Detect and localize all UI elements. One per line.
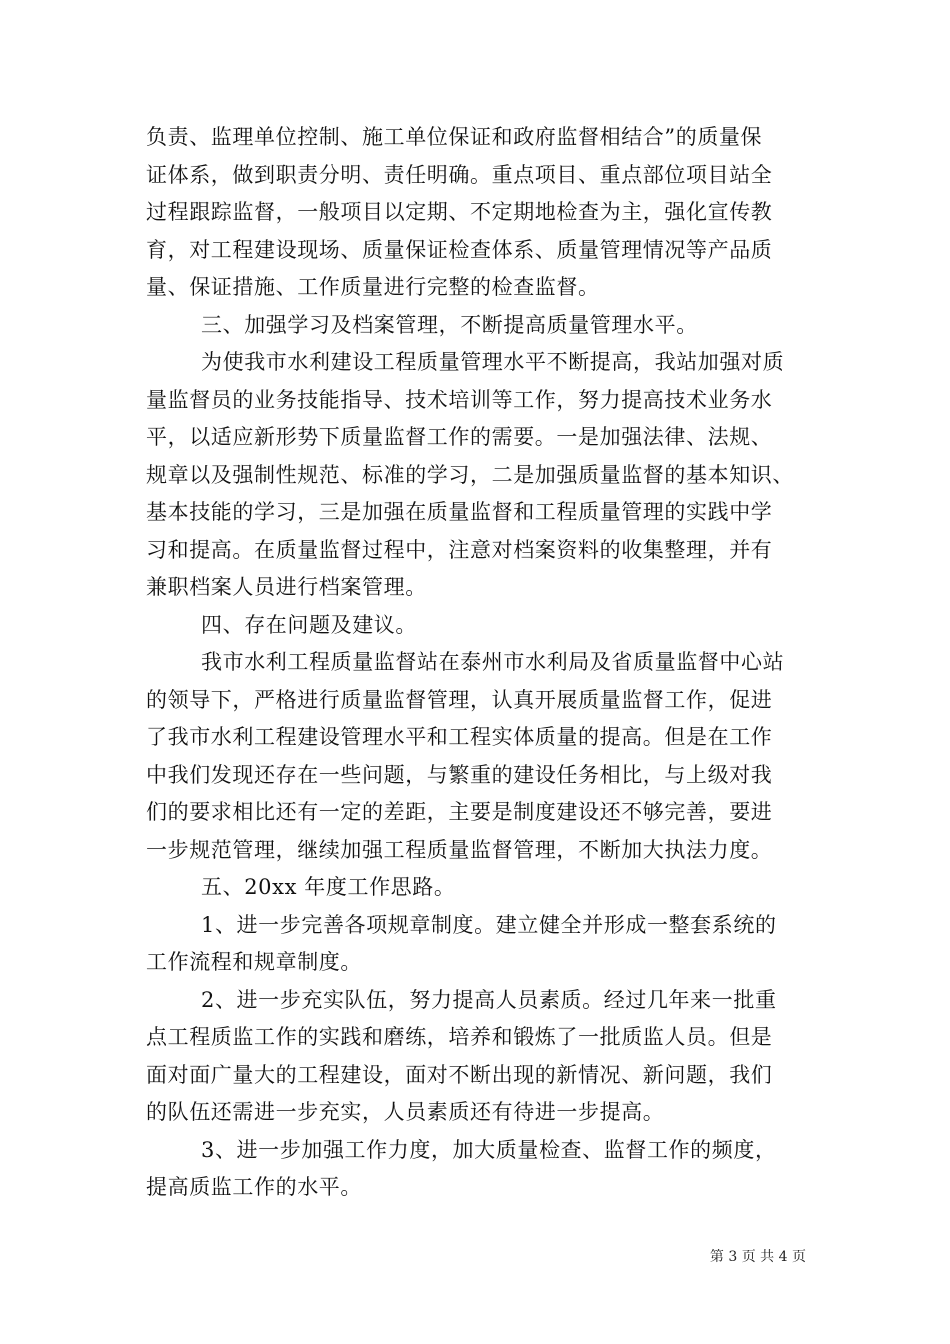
section-heading: 三、加强学习及档案管理，不断提高质量管理水平。 <box>201 312 698 337</box>
list-item: 2、进一步充实队伍，努力提高人员素质。经过几年来一批重 <box>201 987 777 1012</box>
list-item: 1、进一步完善各项规章制度。建立健全并形成一整套系统的 <box>201 912 777 937</box>
text-line: 的队伍还需进一步充实，人员素质还有待进一步提高。 <box>146 1100 665 1124</box>
list-item: 3、进一步加强工作力度，加大质量检查、监督工作的频度， <box>201 1137 777 1162</box>
text-line: 负责、监理单位控制、施工单位保证和政府监督相结合”的质量保 <box>146 125 763 149</box>
text-line: 基本技能的学习，三是加强在质量监督和工程质量管理的实践中学 <box>146 500 773 524</box>
text-line: 工作流程和规章制度。 <box>146 950 362 974</box>
text-line: 们的要求相比还有一定的差距，主要是制度建设还不够完善，要进 <box>146 800 773 824</box>
text-line: 规章以及强制性规范、标准的学习，二是加强质量监督的基本知识、 <box>146 462 794 487</box>
section-heading: 五、20xx 年度工作思路。 <box>201 875 456 899</box>
text-line: 平，以适应新形势下质量监督工作的需要。一是加强法律、法规、 <box>146 425 773 449</box>
text-line: 点工程质监工作的实践和磨练，培养和锻炼了一批质监人员。但是 <box>146 1025 773 1049</box>
text-line: 兼职档案人员进行档案管理。 <box>146 575 427 599</box>
text-line: 提高质监工作的水平。 <box>146 1175 362 1199</box>
text-line: 了我市水利工程建设管理水平和工程实体质量的提高。但是在工作 <box>146 725 773 749</box>
section-heading: 四、存在问题及建议。 <box>201 612 417 637</box>
text-line: 一步规范管理，继续加强工程质量监督管理，不断加大执法力度。 <box>146 837 773 862</box>
text-line: 面对面广量大的工程建设，面对不断出现的新情况、新问题，我们 <box>146 1062 773 1087</box>
text-line: 中我们发现还存在一些问题，与繁重的建设任务相比，与上级对我 <box>146 762 773 787</box>
text-line: 育，对工程建设现场、质量保证检查体系、质量管理情况等产品质 <box>146 237 773 262</box>
page-number: 第 3 页 共 4 页 <box>709 1249 806 1265</box>
text-line: 量监督员的业务技能指导、技术培训等工作，努力提高技术业务水 <box>146 387 773 412</box>
text-line: 为使我市水利建设工程质量管理水平不断提高，我站加强对质 <box>201 350 785 374</box>
text-line: 我市水利工程质量监督站在泰州市水利局及省质量监督中心站 <box>201 650 785 674</box>
text-line: 证体系，做到职责分明、责任明确。重点项目、重点部位项目站全 <box>146 162 773 187</box>
text-line: 的领导下，严格进行质量监督管理，认真开展质量监督工作，促进 <box>146 687 773 712</box>
document-body <box>146 119 814 1207</box>
text-line: 过程跟踪监督，一般项目以定期、不定期地检查为主，强化宣传教 <box>146 200 773 224</box>
text-line: 量、保证措施、工作质量进行完整的检查监督。 <box>146 275 600 299</box>
text-line: 习和提高。在质量监督过程中，注意对档案资料的收集整理，并有 <box>146 537 773 562</box>
